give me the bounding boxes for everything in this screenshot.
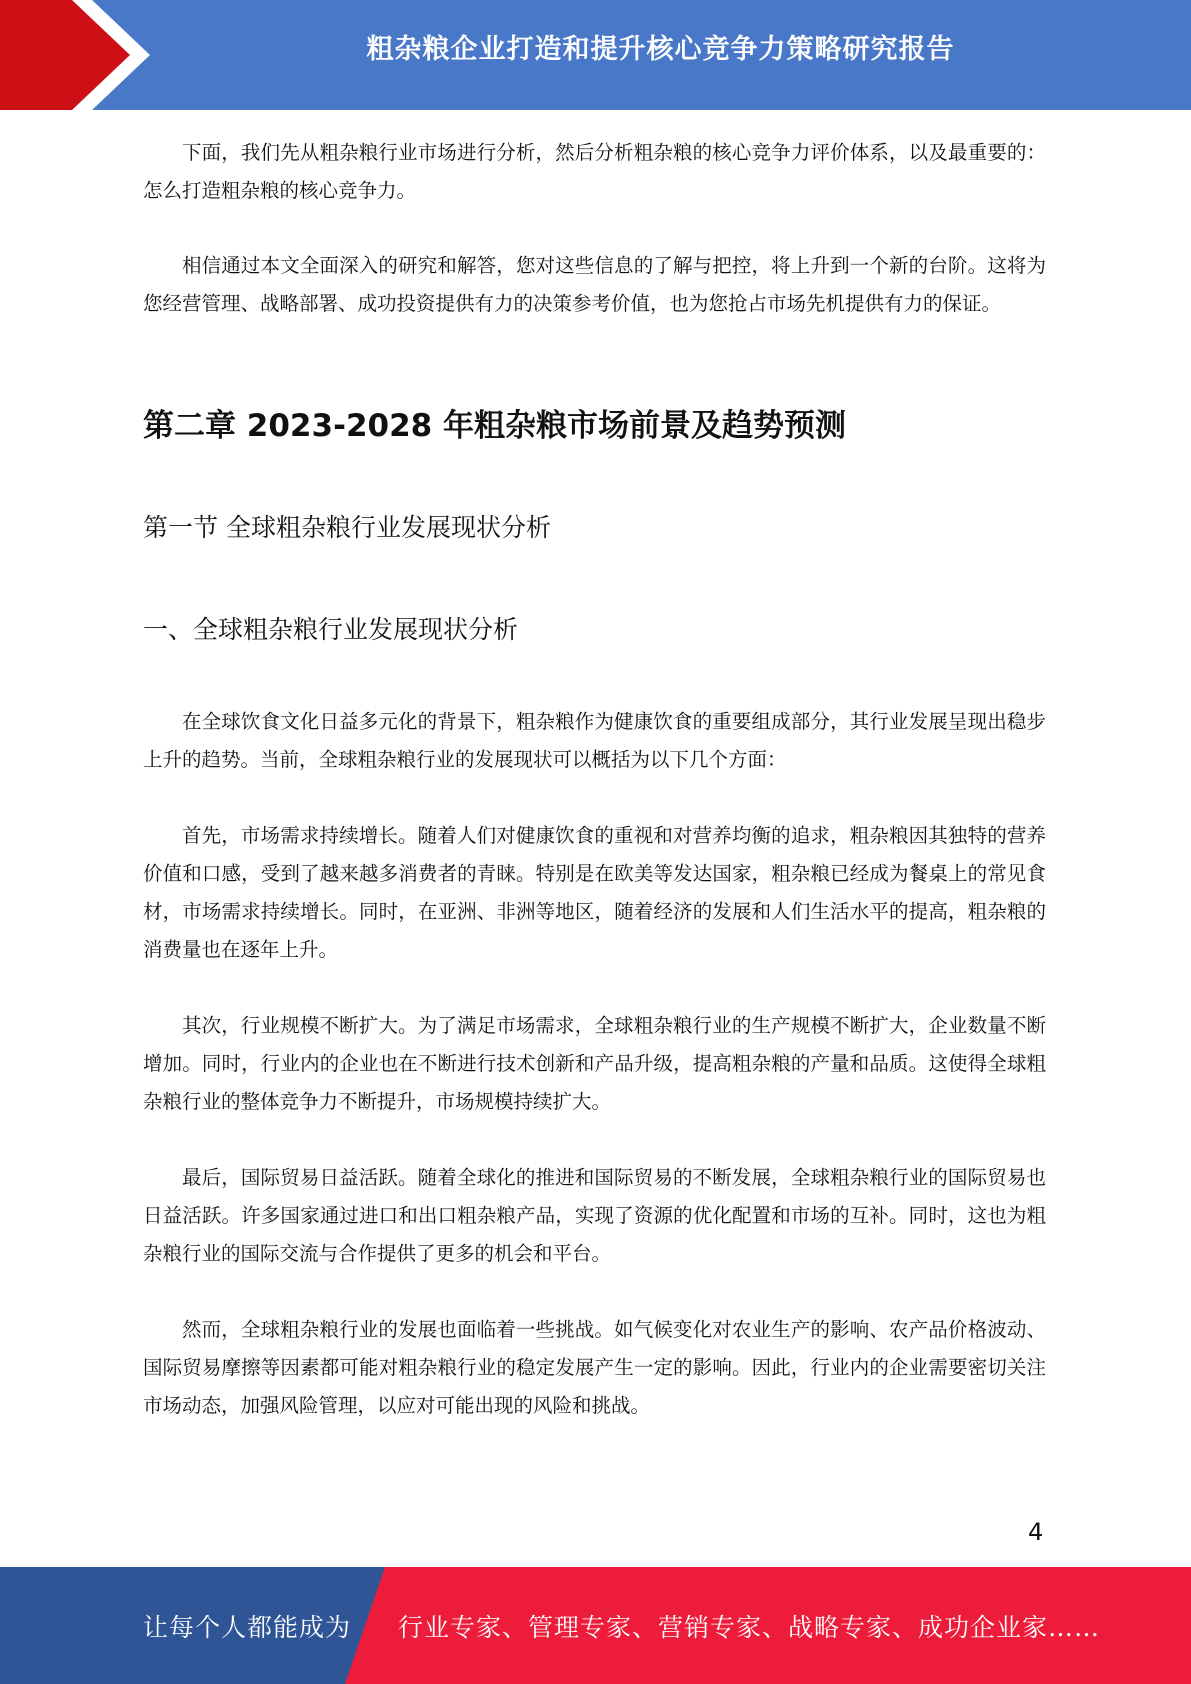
page-header (0, 0, 1191, 110)
page-footer (0, 1567, 1191, 1684)
body-paragraph-5: 然而，全球粗杂粮行业的发展也面临着一些挑战。如气候变化对农业生产的影响、农产品价格波动、国际贸易摩擦等因素都可能对粗杂粮行业的稳定发展产生一定的影响。因此，行业内的企业需要密切关注市场动态，加强风险管理，以应对可能出现的风险和挑战。 (143, 1318, 1046, 1417)
subsection-title: 一、全球粗杂粮行业发展现状分析 (143, 615, 519, 644)
intro-paragraph-1: 下面，我们先从粗杂粮行业市场进行分析，然后分析粗杂粮的核心竞争力评价体系，以及最重要的：怎么打造粗杂粮的核心竞争力。 (143, 141, 1046, 202)
body-paragraph-2: 首先，市场需求持续增长。随着人们对健康饮食的重视和对营养均衡的追求，粗杂粮因其独特的营养价值和口感，受到了越来越多消费者的青睐。特别是在欧美等发达国家，粗杂粮已经成为餐桌上的常见食材，市场需求持续增长。同时，在亚洲、非洲等地区，随着经济的发展和人们生活水平的提高，粗杂粮的消费量也在逐年上升。 (143, 824, 1046, 961)
page-number: 4 (1028, 1518, 1044, 1546)
intro-paragraph-2: 相信通过本文全面深入的研究和解答，您对这些信息的了解与把控，将上升到一个新的台阶。这将为您经营管理、战略部署、成功投资提供有力的决策参考价值，也为您抢占市场先机提供有力的保证。 (143, 254, 1046, 315)
body-paragraph-1: 在全球饮食文化日益多元化的背景下，粗杂粮作为健康饮食的重要组成部分，其行业发展呈现出稳步上升的趋势。当前，全球粗杂粮行业的发展现状可以概括为以下几个方面： (143, 710, 1046, 771)
chapter-title: 第二章 2023-2028 年粗杂粮市场前景及趋势预测 (143, 408, 847, 444)
footer-slogan-left: 让每个人都能成为 (143, 1613, 352, 1642)
footer-slogan-right: 行业专家、管理专家、营销专家、战略专家、成功企业家…… (398, 1613, 1101, 1642)
section-title: 第一节 全球粗杂粮行业发展现状分析 (143, 513, 551, 542)
header-title: 粗杂粮企业打造和提升核心竞争力策略研究报告 (366, 34, 955, 65)
body-paragraph-3: 其次，行业规模不断扩大。为了满足市场需求，全球粗杂粮行业的生产规模不断扩大，企业数量不断增加。同时，行业内的企业也在不断进行技术创新和产品升级，提高粗杂粮的产量和品质。这使得全球粗杂粮行业的整体竞争力不断提升，市场规模持续扩大。 (143, 1014, 1046, 1113)
body-paragraph-4: 最后，国际贸易日益活跃。随着全球化的推进和国际贸易的不断发展，全球粗杂粮行业的国际贸易也日益活跃。许多国家通过进口和出口粗杂粮产品，实现了资源的优化配置和市场的互补。同时，这也为粗杂粮行业的国际交流与合作提供了更多的机会和平台。 (143, 1166, 1046, 1265)
